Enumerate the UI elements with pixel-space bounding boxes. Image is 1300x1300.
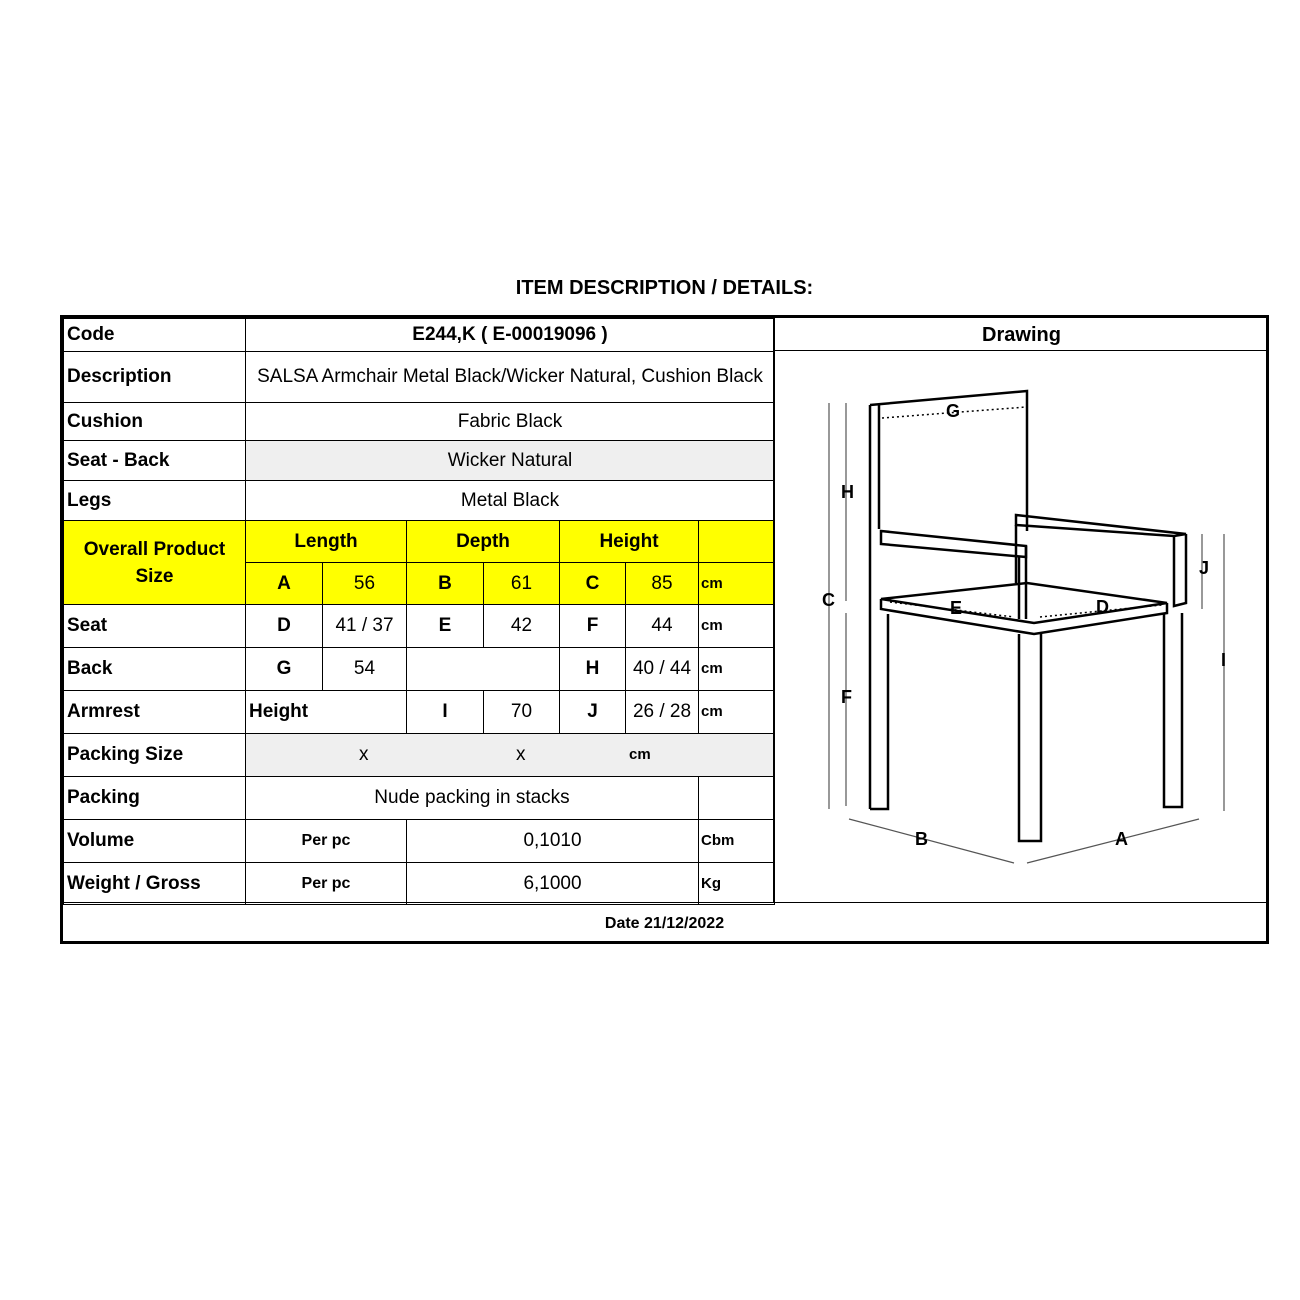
page-title: ITEM DESCRIPTION / DETAILS: — [515, 277, 814, 299]
dim-b-line — [849, 819, 1014, 863]
dim-j-label: J — [1199, 558, 1210, 578]
dim-d-value: 41 / 37 — [323, 605, 407, 648]
weight-unit: Kg — [699, 863, 775, 905]
cushion-value: Fabric Black — [246, 403, 775, 441]
code-label: Code — [64, 319, 246, 352]
dim-h-value: 40 / 44 — [626, 648, 699, 691]
packing-size-label: Packing Size — [64, 734, 246, 777]
back-unit: cm — [699, 648, 775, 691]
dim-a-letter: A — [246, 563, 323, 605]
description-label: Description — [64, 352, 246, 403]
weight-label: Weight / Gross — [64, 863, 246, 905]
packing-label: Packing — [64, 777, 246, 820]
dim-j-value: 26 / 28 — [626, 691, 699, 734]
cushion-label: Cushion — [64, 403, 246, 441]
dim-e-label: E — [950, 598, 963, 618]
dim-i-label: I — [1221, 650, 1227, 670]
dim-j-letter: J — [560, 691, 626, 734]
armrest-height-label: Height — [246, 691, 407, 734]
dim-b-letter: B — [407, 563, 484, 605]
dim-a-label: A — [1115, 829, 1128, 849]
packing-size-unit: cm — [629, 746, 651, 763]
packing-size-value — [246, 734, 775, 777]
volume-unit: Cbm — [699, 820, 775, 863]
spec-sheet — [60, 315, 1269, 944]
dim-a-line — [1027, 819, 1199, 863]
packing-empty-cell — [699, 777, 775, 820]
back-label: Back — [64, 648, 246, 691]
drawing-header: Drawing — [982, 324, 1061, 346]
right-armrest — [1016, 515, 1186, 536]
dim-b-value: 61 — [484, 563, 560, 605]
leg-back-left — [870, 614, 888, 809]
weight-value: 6,1000 — [407, 863, 699, 905]
weight-per: Per pc — [246, 863, 407, 905]
length-header: Length — [246, 521, 407, 563]
dim-g-value: 54 — [323, 648, 407, 691]
dim-a-value: 56 — [323, 563, 407, 605]
seat-label: Seat — [64, 605, 246, 648]
volume-label: Volume — [64, 820, 246, 863]
dim-e-value: 42 — [484, 605, 560, 648]
dim-c-letter: C — [560, 563, 626, 605]
dim-f-label: F — [841, 687, 852, 707]
seat-back-value: Wicker Natural — [246, 441, 775, 481]
description-value: SALSA Armchair Metal Black/Wicker Natural, Cushion Black — [246, 352, 775, 403]
drawing-area — [774, 351, 1269, 902]
dim-i-value: 70 — [484, 691, 560, 734]
chair-drawing — [774, 351, 1269, 902]
dim-g-letter: G — [246, 648, 323, 691]
seat-back-label: Seat - Back — [64, 441, 246, 481]
overall-unit: cm — [699, 563, 775, 605]
packing-size-x2: x — [516, 744, 526, 765]
volume-value: 0,1010 — [407, 820, 699, 863]
volume-per: Per pc — [246, 820, 407, 863]
armrest-unit: cm — [699, 691, 775, 734]
leg-front-left — [1019, 633, 1041, 841]
dim-g-label: G — [946, 401, 961, 421]
legs-label: Legs — [64, 481, 246, 521]
dim-f-value: 44 — [626, 605, 699, 648]
dim-h-letter: H — [560, 648, 626, 691]
overall-size-label: Overall Product Size — [64, 521, 246, 605]
packing-size-x1: x — [359, 744, 369, 765]
back-empty-cell — [407, 648, 560, 691]
left-armrest — [881, 531, 1026, 557]
dim-c-value: 85 — [626, 563, 699, 605]
dim-i-letter: I — [407, 691, 484, 734]
height-header: Height — [560, 521, 699, 563]
dim-b-label: B — [915, 829, 928, 849]
seat-unit: cm — [699, 605, 775, 648]
code-value: E244,K ( E-00019096 ) — [246, 319, 775, 352]
dim-c-label: C — [822, 590, 835, 610]
dim-e-letter: E — [407, 605, 484, 648]
overall-unit-header — [699, 521, 775, 563]
dim-f-letter: F — [560, 605, 626, 648]
date-footer: Date 21/12/2022 — [63, 902, 1266, 945]
dim-d-label: D — [1096, 597, 1109, 617]
legs-value: Metal Black — [246, 481, 775, 521]
dim-h-label: H — [841, 482, 854, 502]
dim-d-letter: D — [246, 605, 323, 648]
leg-front-right — [1164, 613, 1182, 807]
packing-value: Nude packing in stacks — [246, 777, 699, 820]
depth-header: Depth — [407, 521, 560, 563]
spec-table — [63, 318, 775, 905]
armrest-label: Armrest — [64, 691, 246, 734]
